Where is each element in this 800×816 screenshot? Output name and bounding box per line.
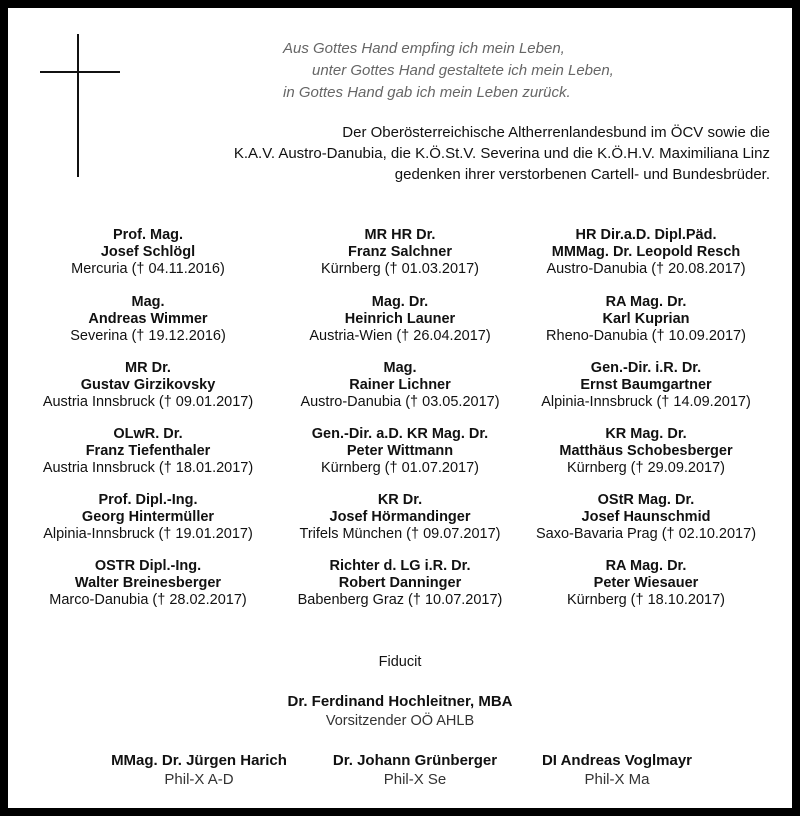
- deceased-detail: Kürnberg († 29.09.2017): [567, 460, 725, 476]
- signatory: [84, 751, 314, 789]
- deceased-entry: [270, 426, 530, 477]
- poem-line: Aus Gottes Hand empfing ich mein Leben,: [283, 40, 565, 57]
- deceased-title: Mag.: [383, 360, 417, 376]
- deceased-detail: Kürnberg († 18.10.2017): [567, 592, 725, 608]
- deceased-detail: Severina († 19.12.2016): [70, 328, 226, 344]
- deceased-name: Rainer Lichner: [349, 377, 451, 393]
- deceased-detail: Kürnberg († 01.07.2017): [321, 460, 479, 476]
- deceased-title: RA Mag. Dr.: [605, 294, 687, 310]
- deceased-name: Josef Haunschmid: [581, 509, 711, 525]
- deceased-detail: Austria Innsbruck († 09.01.2017): [42, 394, 254, 410]
- deceased-detail: Mercuria († 04.11.2016): [71, 261, 225, 277]
- poem-line: in Gottes Hand gab ich mein Leben zurück.: [283, 84, 571, 101]
- deceased-entry: [516, 426, 776, 477]
- deceased-detail: Kürnberg († 01.03.2017): [321, 261, 479, 277]
- deceased-title: Mag.: [131, 294, 165, 310]
- deceased-name: Peter Wittmann: [346, 443, 454, 459]
- signatory-name: Dr. Johann Grünberger: [332, 752, 498, 769]
- intro-line: K.A.V. Austro-Danubia, die K.Ö.St.V. Severina und die K.Ö.H.V. Maximiliana Linz: [233, 145, 770, 162]
- deceased-title: Gen.-Dir. i.R. Dr.: [590, 360, 702, 376]
- deceased-name: Franz Tiefenthaler: [85, 443, 211, 459]
- signatory-role: Phil-X Ma: [584, 771, 650, 788]
- deceased-name: Robert Danninger: [338, 575, 462, 591]
- deceased-entry: [18, 294, 278, 345]
- deceased-title: KR Mag. Dr.: [605, 426, 687, 442]
- deceased-title: Prof. Mag.: [112, 227, 184, 243]
- deceased-detail: Marco-Danubia († 28.02.2017): [49, 592, 247, 608]
- cross-vertical-bar: [77, 34, 79, 177]
- deceased-name: Josef Schlögl: [100, 244, 196, 260]
- deceased-detail: Trifels München († 09.07.2017): [299, 526, 501, 542]
- deceased-entry: [18, 227, 278, 278]
- signatory-role: Phil-X Se: [383, 771, 447, 788]
- intro-line: Der Oberösterreichische Altherrenlandesbund im ÖCV sowie die: [342, 124, 770, 141]
- signatory-name: MMag. Dr. Jürgen Harich: [111, 752, 287, 769]
- fiducit-text: Fiducit: [378, 654, 422, 670]
- deceased-name: Walter Breinesberger: [74, 575, 222, 591]
- signatory: [502, 751, 732, 789]
- signatory-role: Phil-X A-D: [164, 771, 234, 788]
- deceased-entry: [18, 426, 278, 477]
- deceased-entry: [516, 294, 776, 345]
- intro-text: [234, 122, 770, 185]
- deceased-detail: Austria-Wien († 26.04.2017): [309, 328, 491, 344]
- deceased-title: OLwR. Dr.: [113, 426, 183, 442]
- deceased-title: MR HR Dr.: [364, 227, 436, 243]
- deceased-detail: Rheno-Danubia († 10.09.2017): [546, 328, 746, 344]
- deceased-title: OSTR Dipl.-Ing.: [94, 558, 202, 574]
- deceased-name: Andreas Wimmer: [88, 311, 208, 327]
- deceased-title: HR Dir.a.D. Dipl.Päd.: [575, 227, 717, 243]
- deceased-title: KR Dr.: [377, 492, 423, 508]
- deceased-entry: [18, 492, 278, 543]
- deceased-name: Gustav Girzikovsky: [80, 377, 216, 393]
- deceased-entry: [18, 360, 278, 411]
- deceased-title: Gen.-Dir. a.D. KR Mag. Dr.: [311, 426, 489, 442]
- deceased-entry: [516, 558, 776, 609]
- deceased-detail: Alpinia-Innsbruck († 19.01.2017): [43, 526, 253, 542]
- deceased-detail: Austro-Danubia († 20.08.2017): [546, 261, 746, 277]
- cross-horizontal-bar: [40, 71, 120, 73]
- deceased-entry: [270, 558, 530, 609]
- deceased-name: Ernst Baumgartner: [580, 377, 712, 393]
- deceased-name: MMMag. Dr. Leopold Resch: [551, 244, 741, 260]
- deceased-name: Peter Wiesauer: [593, 575, 699, 591]
- chair-name: Dr. Ferdinand Hochleitner, MBA: [287, 693, 513, 710]
- deceased-entry: [516, 227, 776, 278]
- poem-line: unter Gottes Hand gestaltete ich mein Leben,: [312, 62, 614, 79]
- deceased-name: Josef Hörmandinger: [329, 509, 471, 525]
- deceased-entry: [516, 492, 776, 543]
- deceased-name: Franz Salchner: [348, 244, 452, 260]
- deceased-entry: [270, 492, 530, 543]
- deceased-title: OStR Mag. Dr.: [597, 492, 695, 508]
- deceased-title: RA Mag. Dr.: [605, 558, 687, 574]
- deceased-detail: Alpinia-Innsbruck († 14.09.2017): [541, 394, 751, 410]
- deceased-detail: Saxo-Bavaria Prag († 02.10.2017): [535, 526, 757, 542]
- signatory: [300, 751, 530, 789]
- deceased-title: Prof. Dipl.-Ing.: [98, 492, 198, 508]
- deceased-detail: Austria Innsbruck († 18.01.2017): [42, 460, 254, 476]
- deceased-title: MR Dr.: [125, 360, 171, 376]
- deceased-title: Richter d. LG i.R. Dr.: [329, 558, 471, 574]
- deceased-detail: Babenberg Graz († 10.07.2017): [297, 592, 503, 608]
- deceased-name: Karl Kuprian: [602, 311, 690, 327]
- intro-line: gedenken ihrer verstorbenen Cartell- und Bundesbrüder.: [394, 166, 770, 183]
- deceased-detail: Austro-Danubia († 03.05.2017): [300, 394, 500, 410]
- deceased-name: Georg Hintermüller: [81, 509, 215, 525]
- deceased-entry: [270, 227, 530, 278]
- chair-role: Vorsitzender OÖ AHLB: [325, 713, 475, 729]
- deceased-entry: [516, 360, 776, 411]
- deceased-name: Heinrich Launer: [344, 311, 456, 327]
- deceased-entry: [270, 360, 530, 411]
- deceased-title: Mag. Dr.: [371, 294, 429, 310]
- signatory-name: DI Andreas Voglmayr: [541, 752, 693, 769]
- deceased-entry: [270, 294, 530, 345]
- deceased-name: Matthäus Schobesberger: [559, 443, 733, 459]
- deceased-entry: [18, 558, 278, 609]
